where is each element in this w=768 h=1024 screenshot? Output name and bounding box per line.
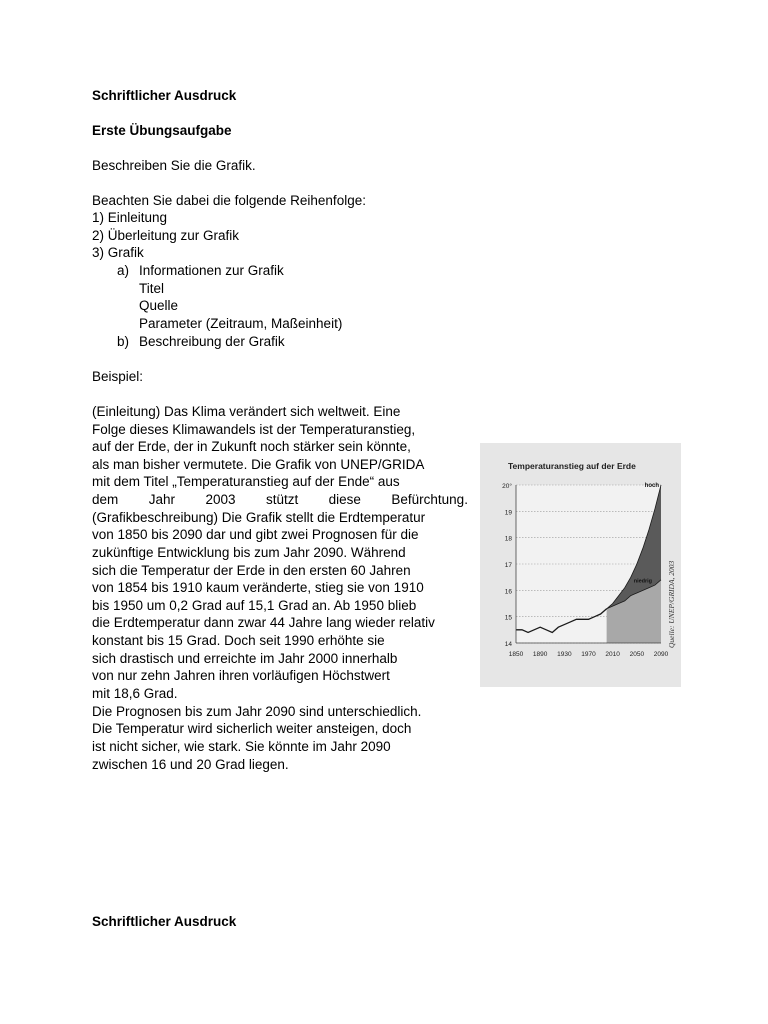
justified-word: 2003 [205,492,236,507]
x-tick-label: 1850 [508,651,524,658]
y-tick-label: 16 [504,588,512,596]
body-line: von 1850 bis 2090 dar und gibt zwei Prognosen für die [92,527,419,542]
body-line: Folge dieses Klimawandels ist der Temperaturanstieg, [92,422,416,437]
body-line: bis 1950 um 0,2 Grad auf 15,1 Grad an. Ab 1950 blieb [92,598,417,613]
subheading-erste-uebungsaufgabe: Erste Übungsaufgabe [92,123,232,138]
body-line: Die Temperatur wird sicherlich weiter ansteigen, doch [92,721,412,736]
justified-word: diese [328,492,361,507]
list-item-3: 3) Grafik [92,245,144,260]
body-line: von nur zehn Jahren ihren vorläufigen Höchstwert [92,668,390,683]
x-tick-label: 2050 [629,651,645,658]
justified-word: Befürchtung. [391,492,468,507]
body-line: (Einleitung) Das Klima verändert sich weltweit. Eine [92,404,401,419]
chart-source: Quelle: UNEP/GRIDA, 2003 [667,560,676,648]
y-tick-label: 19 [504,509,512,517]
body-line-justified [92,491,468,508]
body-line: zukünftige Entwicklung bis zum Jahr 2090. Während [92,545,406,560]
body-line: als man bisher vermutete. Die Grafik von UNEP/GRIDA [92,457,425,472]
list-marker-a: a) [117,263,130,278]
body-line: von 1854 bis 1910 kaum veränderte, stieg sie von 1910 [92,580,424,595]
y-tick-label: 20° [502,483,512,490]
list-subitem-parameter: Parameter (Zeitraum, Maßeinheit) [139,316,343,331]
x-tick-label: 1970 [581,651,596,658]
x-tick-label: 2090 [653,651,669,658]
body-line: Die Prognosen bis zum Jahr 2090 sind unterschiedlich. [92,704,422,719]
list-marker-b: b) [117,334,130,349]
body-line: mit dem Titel „Temperaturanstieg auf der Ende“ aus [92,474,400,489]
body-line: sich die Temperatur der Erde in den ersten 60 Jahren [92,563,411,578]
body-line: ist nicht sicher, wie stark. Sie könnte im Jahr 2090 [92,739,391,754]
body-line: (Grafikbeschreibung) Die Grafik stellt die Erdtemperatur [92,510,426,525]
body-line: die Erdtemperatur dann zwar 44 Jahre lang wieder relativ [92,615,435,630]
body-line: auf der Erde, der in Zukunft noch stärker sein könnte, [92,439,411,454]
heading-schriftlicher-ausdruck: Schriftlicher Ausdruck [92,88,237,103]
y-tick-label: 15 [504,614,512,622]
y-tick-label: 17 [504,562,512,569]
x-tick-label: 1890 [532,651,548,658]
list-item-a: Informationen zur Grafik [139,263,284,278]
y-tick-label: 14 [504,641,512,648]
label-niedrig: niedrig [633,578,653,585]
body-line: zwischen 16 und 20 Grad liegen. [92,757,289,772]
temperature-chart [480,443,681,687]
example-label: Beispiel: [92,369,144,384]
body-line: mit 18,6 Grad. [92,686,178,701]
body-line: sich drastisch und erreichte im Jahr 2000 innerhalb [92,651,398,666]
y-tick-label: 18 [504,535,512,543]
task-text: Beschreiben Sie die Grafik. [92,158,256,173]
temperature-chart-figure [480,443,681,687]
chart-title: Temperaturanstieg auf der Erde [508,461,636,471]
list-subitem-quelle: Quelle [139,298,179,313]
heading-schriftlicher-ausdruck-2: Schriftlicher Ausdruck [92,914,237,929]
label-hoch: hoch [644,483,659,489]
list-item-b: Beschreibung der Grafik [139,334,285,349]
x-tick-label: 2010 [605,651,620,658]
list-subitem-titel: Titel [139,281,165,296]
justified-word: stützt [265,492,299,507]
list-item-1: 1) Einleitung [92,210,168,225]
list-item-2: 2) Überleitung zur Grafik [92,228,240,243]
justified-word: dem [92,492,119,507]
x-tick-label: 1930 [557,651,572,658]
body-line: konstant bis 15 Grad. Doch seit 1990 erhöhte sie [92,633,385,648]
justified-word: Jahr [148,492,175,507]
order-intro: Beachten Sie dabei die folgende Reihenfolge: [92,193,366,208]
